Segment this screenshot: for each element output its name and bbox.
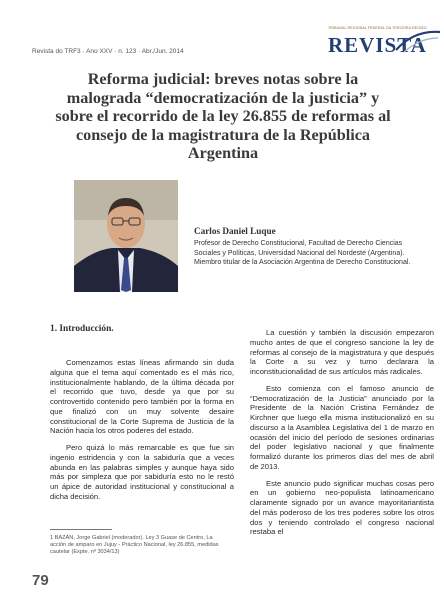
author-bio: Profesor de Derecho Constitucional, Facultad de Derecho Ciencias Sociales y Políticas, Universidad Nacional del Nordeste (Argentina). Miembro titular de la Asociación Argentina de Derecho Constitucional.: [194, 240, 411, 267]
footnote: 1 BAZÁN, Jorge Gabriel (moderador). Ley 3 Guase de Centro, La acción de amparo en Jujuy - Práctico Nacional, ley 26.855, medidas cautelar (Expte. nº 3034/13): [50, 535, 219, 555]
journal-masthead: [318, 0, 444, 62]
author-portrait-icon: [74, 180, 178, 292]
author-name: Carlos Daniel Luque: [194, 226, 276, 236]
paragraph: Esto comienza con el famoso anuncio de “Democratización de la Justicia” anunciado por la Presidente de la Nación Cristina Fernández de Kirchner que luego ella misma institucionalizó en su discurso a la Asamblea Legislativa del 1 de marzo en ocasión del inicio del período de sesiones ordinarias del poder legislativo nacional y que finalmente formalizó durante los primeros días del mes de abril de 2013.: [250, 383, 434, 471]
masthead-small-text: TRIBUNAL REGIONAL FEDERAL DA TERCEIRA REGIÃO: [328, 26, 427, 30]
article-title: Reforma judicial: breves notas sobre la malograda “democratización de la justicia” y sobre el recorrido de la ley 26.855 de reformas al consejo de la magistratura de la República Argentina: [55, 70, 391, 163]
journal-issue-line: Revista do TRF3 · Ano XXV · n. 123 · Abr./Jun. 2014: [32, 48, 184, 55]
paragraph: Comenzamos estas líneas afirmando sin duda alguna que el tema aquí comentado es el más rico, institucionalmente hablando, de la última década por el recorrido que tuvo, desde ya que por su controvertido contenido pero también por la forma en que finalizó con un muy solvente desaire constitucional de la Corte Suprema de Justicia de la Nación hacia los otros poderes del estado.: [50, 358, 234, 436]
right-column: [250, 328, 434, 544]
paragraph: Este anuncio pudo significar muchas cosas pero en un gobierno neo-populista latinoamericano claramente signado por un avance mayoritariantista del más poderoso de los tres poderes sobre los otros dos y teniendo controlado el congreso nacional restaba el: [250, 478, 434, 537]
masthead-word: REVISTA: [328, 33, 427, 57]
page-number: 79: [32, 572, 49, 589]
left-column: [50, 358, 234, 509]
footnote-divider: [50, 529, 112, 530]
section-heading: 1. Introducción.: [50, 324, 114, 334]
author-photo: [74, 180, 178, 292]
paragraph: La cuestión y también la discusión empezaron mucho antes de que el congreso sancione la ley de reformas al consejo de la magistratura y que después la Corte a su vez y turno declarara la inconstitucionalidad de sus artículos más radicales.: [250, 328, 434, 376]
masthead-swoosh-icon: [392, 28, 442, 54]
paragraph: Pero quizá lo más remarcable es que fue sin ingenio estridencia y con la sabiduría que a veces abunda en las palabras simples y aunque haya sido más por simpleza que por sabiduría esto no le restó un ápice de autoridad institucional y constitucional a dicha decisión.: [50, 443, 234, 501]
